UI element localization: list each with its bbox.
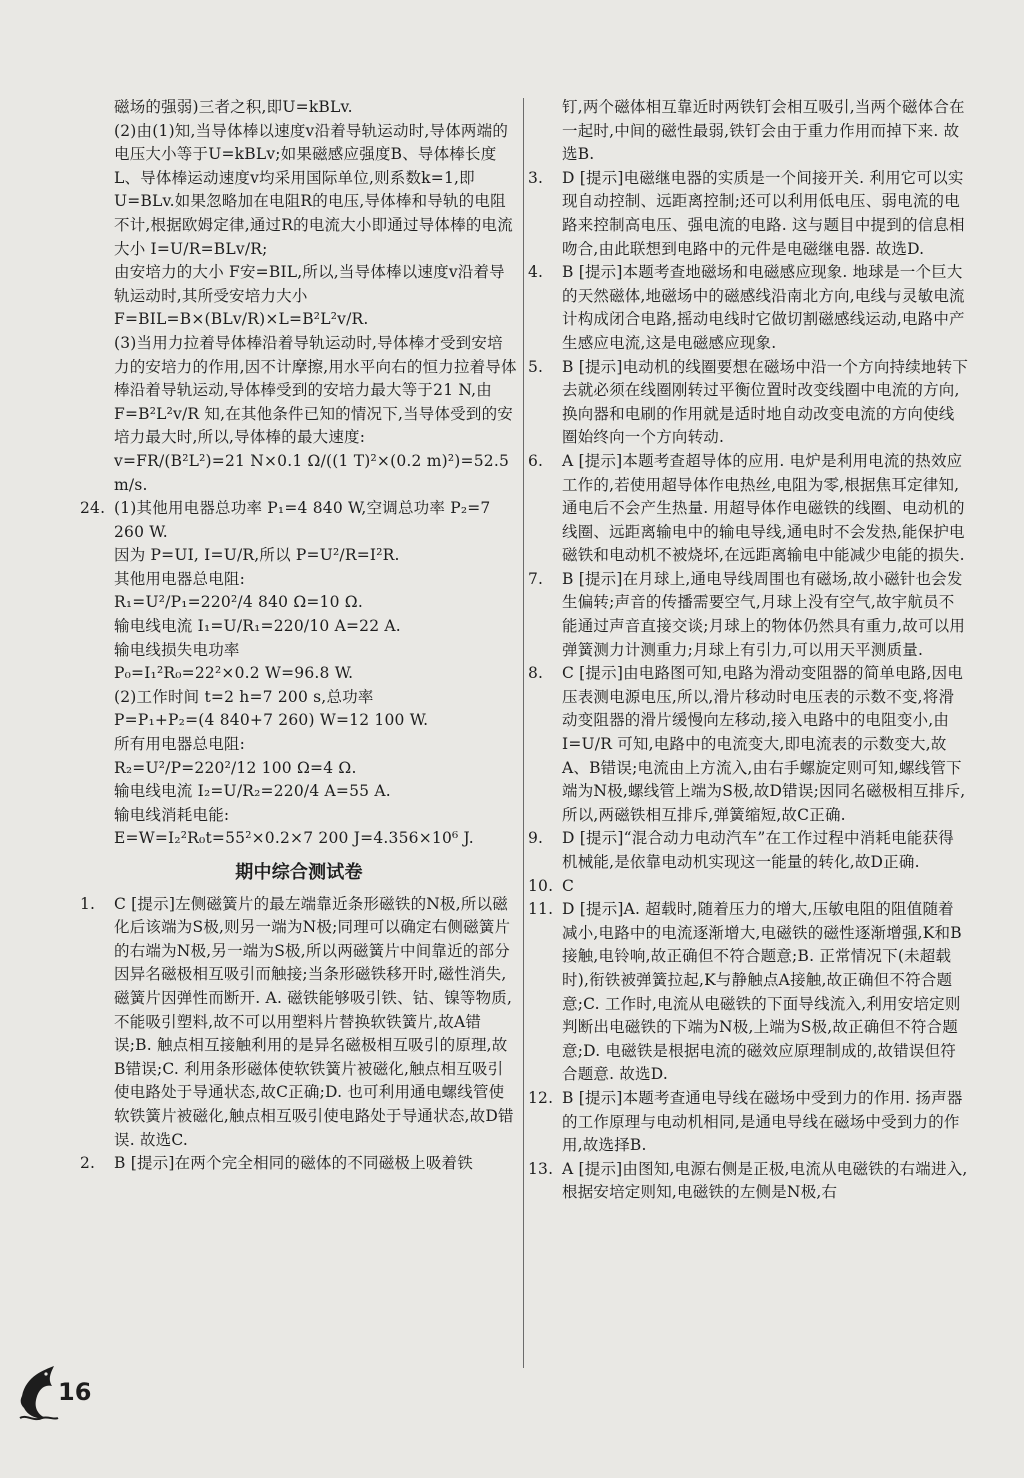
question-number: 11. [528, 900, 554, 919]
answer-9 [528, 827, 968, 874]
answer-text: C [562, 876, 575, 895]
answer-2 [80, 1152, 518, 1176]
text-paragraph: 钉,两个磁体相互靠近时两铁钉会相互吸引,当两个磁体合在一起时,中间的磁性最弱,铁钉会由于重力作用而掉下来. 故选B. [562, 98, 965, 164]
answer-1 [80, 893, 518, 1153]
answer-text: B [提示]本题考查地磁场和电磁感应现象. 地球是一个巨大的天然磁体,地磁场中的磁感线沿南北方向,电线与灵敏电流计构成闭合电路,摇动电线时它做切割磁感线运动,电路中产生感应电流,这是电磁感应现象. [562, 263, 965, 352]
answer-text: A [提示]本题考查超导体的应用. 电炉是利用电流的热效应工作的,若使用超导体作电热丝,电阻为零,根据焦耳定律知,通电后不会产生热量. 用超导体作电磁铁的线圈、电动机的线圈、远距离输电中的输电导线,通电时不会发热,能保护电磁铁和电动机不被烧坏,在远距离输电中能减少电能的损失. [562, 451, 965, 565]
answer-text: B [提示]本题考查通电导线在磁场中受到力的作用. 扬声器的工作原理与电动机相同,是通电导线在磁场中受到力的作用,故选择B. [562, 1088, 963, 1155]
formula-line: E=W=I₂²R₀t=55²×0.2×7 200 J=4.356×10⁶ J. [114, 829, 474, 848]
formula-line: 输电线电流 I₂=U/R₂=220/4 A=55 A. [114, 782, 391, 801]
text-line: 磁场的强弱)三者之积,即U=kBLv. [114, 98, 353, 116]
right-column [528, 96, 968, 1205]
answer-text: B [提示]在月球上,通电导线周围也有磁场,故小磁针也会发生偏转;声音的传播需要空气,月球上没有空气,故宇航员不能通过声音直接交谈;月球上的物体仍然具有重力,故可以用弹簧测力计测重力;月球上有引力,可以用天平测质量. [562, 569, 966, 659]
answer-24 [80, 497, 518, 544]
question-number: 6. [528, 451, 544, 470]
formula-line: 输电线电流 I₁=U/R₁=220/10 A=22 A. [114, 617, 401, 636]
answer-10 [528, 875, 968, 899]
answer-text: D [提示]A. 超载时,随着压力的增大,压敏电阻的阻值随着减小,电路中的电流逐渐增大,电磁铁的磁性逐渐增强,K和B接触,电铃响,故正确但不符合题意;B. 正常情况下(未超载时),衔铁被弹簧拉起,K与静触点A接触,故正确但不符合题意;C. 工作时,电流从电磁铁的下面导线流入,利用安培定则判断出电磁铁的下端为N极,上端为S极,故正确但不符合题意;D. 电磁铁是根据电流的磁效应原理制成的,故错误但符合题意. 故选D. [562, 900, 962, 1084]
answer-text: C [提示]左侧磁簧片的最左端靠近条形磁铁的N极,所以磁化后该端为S极,则另一端为N极;同理可以确定右侧磁簧片的右端为N极,另一端为S极,所以两磁簧片中间靠近的部分因异名磁极相互吸引而触接;当条形磁铁移开时,磁性消失,磁簧片因弹性而断开. A. 磁铁能够吸引铁、钴、镍等物质,不能吸引塑料,故不可以用塑料片替换软铁簧片,故A错误;B. 触点相互接触利用的是异名磁极相互吸引的原理,故B错误;C. 利用条形磁体使软铁簧片被磁化,触点相互吸引使电路处于导通状态,故C正确;D. 也可利用通电螺线管使软铁簧片被磁化,触点相互吸引使电路处于导通状态,故D错误. 故选C. [114, 894, 514, 1149]
answer-11 [528, 898, 968, 1087]
section-title: 期中综合测试卷 [235, 862, 363, 883]
question-number: 8. [528, 664, 544, 683]
answer-3 [528, 167, 968, 261]
answer-5 [528, 356, 968, 450]
text-line: 所有用电器总电阻: [114, 735, 246, 754]
answer-8 [528, 662, 968, 827]
question-number: 5. [528, 357, 544, 376]
answer-text: D [提示]电磁继电器的实质是一个间接开关. 利用它可以实现自动控制、远距离控制;还可以利用低电压、弱电流的电路来控制高电压、强电流的电路. 这与题目中提到的信息相吻合,由此联想到电路中的元件是电磁继电器. 故选D. [562, 168, 965, 258]
question-number: 3. [528, 168, 544, 187]
column-divider [523, 98, 524, 1368]
answer-text: (1)其他用电器总功率 P₁=4 840 W,空调总功率 P₂=7 260 W. [114, 499, 491, 541]
text-line: (2)工作时间 t=2 h=7 200 s,总功率 [114, 687, 374, 706]
answer-13 [528, 1158, 968, 1205]
text-paragraph: (2)由(1)知,当导体棒以速度v沿着导轨运动时,导体两端的电压大小等于U=kBLv;如果磁感应强度B、导体棒长度L、导体棒运动速度v均采用国际单位,则系数k=1,即U=BLv.如果忽略加在电阻R的电压,导体棒和导轨的电阻不计,根据欧姆定律,通过R的电流大小即通过导体棒的电流大小 I=U/R=BLv/R; [114, 121, 513, 258]
question-number: 9. [528, 829, 544, 848]
text-paragraph: 由安培力的大小 F安=BIL,所以,当导体棒以速度v沿着导轨运动时,其所受安培力大小 F=BIL=B×(BLv/R)×L=B²L²v/R. [114, 263, 505, 329]
answer-text: B [提示]在两个完全相同的磁体的不同磁极上吸着铁 [114, 1154, 473, 1173]
answer-text: D [提示]“混合动力电动汽车”在工作过程中消耗电能获得机械能,是依靠电动机实现这一能量的转化,故D正确. [562, 829, 954, 871]
question-number: 12. [528, 1088, 554, 1107]
answer-12 [528, 1087, 968, 1158]
question-number: 13. [528, 1159, 554, 1178]
answer-text: A [提示]由图知,电源右侧是正极,电流从电磁铁的右端进入,根据安培定则知,电磁铁的左侧是N极,右 [562, 1159, 968, 1202]
question-number: 7. [528, 569, 544, 588]
text-paragraph: (3)当用力拉着导体棒沿着导轨运动时,导体棒才受到安培力的安培力的作用,因不计摩擦,用水平向右的恒力拉着导体棒沿着导轨运动,导体棒受到的安培力最大等于21 N,由 F=B²L²v/R 知,在其他条件已知的情况下,当导体受到的安培力最大时,所以,导体棒的最大速度: [114, 333, 517, 447]
answer-7 [528, 568, 968, 662]
dolphin-logo-icon [16, 1356, 60, 1426]
formula-line: R₂=U²/P=220²/12 100 Ω=4 Ω. [114, 758, 357, 777]
left-column [80, 96, 518, 1176]
question-number: 2. [80, 1154, 96, 1173]
answer-text: B [提示]电动机的线圈要想在磁场中沿一个方向持续地转下去就必须在线圈刚转过平衡位置时改变线圈中电流的方向,换向器和电刷的作用就是适时地自动改变电流的方向使线圈始终向一个方向转动. [562, 357, 969, 447]
question-number: 10. [528, 876, 554, 895]
question-number: 4. [528, 263, 544, 282]
page-number: 16 [58, 1378, 92, 1406]
answer-text: C [提示]由电路图可知,电路为滑动变阻器的简单电路,因电压表测电源电压,所以,滑片移动时电压表的示数不变,将滑动变阻器的滑片缓慢向左移动,接入电路中的电阻变小,由 I=U/R 可知,电路中的电流变大,即电流表的示数变大,故A、B错误;电流由上方流入,由右手螺旋定则可知,螺线管下端为N极,螺线管上端为S极,故D错误;因同名磁极相互排斥,所以,两磁铁相互排斥,弹簧缩短,故C正确. [562, 664, 966, 824]
formula-line: P=P₁+P₂=(4 840+7 260) W=12 100 W. [114, 711, 429, 730]
formula-line: 因为 P=UI, I=U/R,所以 P=U²/R=I²R. [114, 546, 400, 565]
question-number: 24. [80, 499, 106, 518]
formula-line: R₁=U²/P₁=220²/4 840 Ω=10 Ω. [114, 593, 363, 612]
answer-4 [528, 261, 968, 355]
formula-line: v=FR/(B²L²)=21 N×0.1 Ω/((1 T)²×(0.2 m)²)=52.5 m/s. [114, 451, 510, 494]
formula-line: P₀=I₁²R₀=22²×0.2 W=96.8 W. [114, 664, 354, 683]
text-line: 其他用电器总电阻: [114, 569, 246, 588]
text-line: 输电线消耗电能: [114, 805, 230, 824]
answer-6 [528, 450, 968, 568]
question-number: 1. [80, 894, 96, 913]
text-line: 输电线损失电功率 [114, 640, 240, 659]
